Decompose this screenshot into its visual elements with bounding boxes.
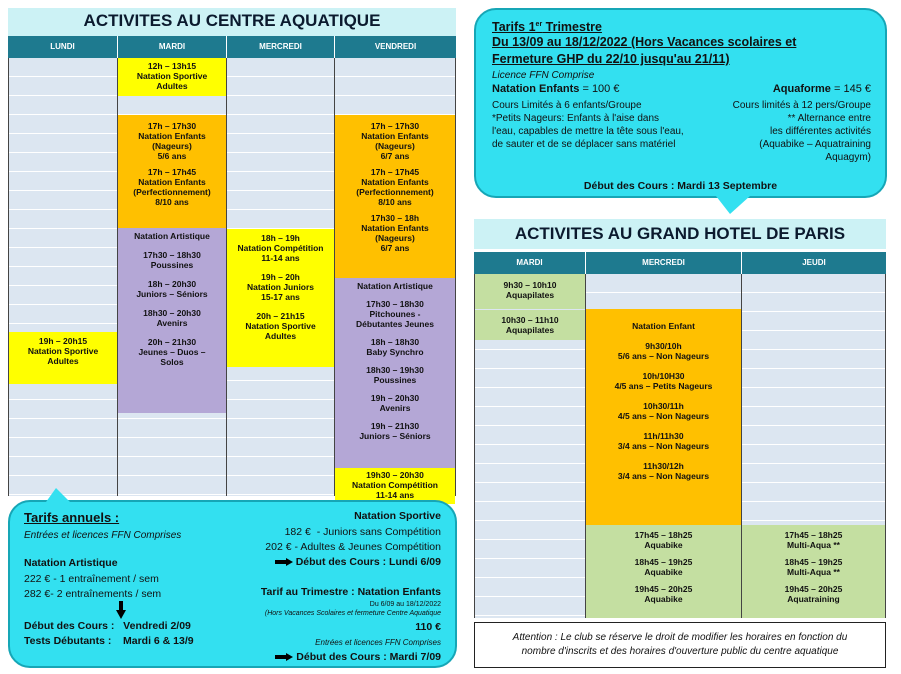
mardi-natation-artistique: Natation Artistique 17h30 – 18h30 Poussines 18h – 20h30 Juniors – Séniors 18h30 – 20h30 Avenirs 20h – 21h30 Jeunes – Duos – Solos <box>118 228 226 413</box>
mardi-natation-sportive: 12h – 13h15 Natation Sportive Adultes <box>118 58 226 96</box>
mardi-natation-enfants: 17h – 17h30 Natation Enfants (Nageurs) 5/6 ans 17h – 17h45 Natation Enfants (Perfectionnement) 8/10 ans <box>118 115 226 228</box>
natation-sportive-title: Natation Sportive <box>354 510 441 522</box>
sportive-price-1: 182 € - Juniors sans Compétition <box>284 526 441 538</box>
tarifs-trimestre-dates: Du 13/09 au 18/12/2022 (Hors Vacances scolaires et <box>492 35 797 49</box>
column-jeudi-ghp <box>742 274 886 618</box>
trimestre-enfants-entrees: Entrées et licences FFN Comprises <box>315 638 441 647</box>
column-mardi <box>118 58 227 496</box>
vendredi-natation-enfants: 17h – 17h30 Natation Enfants (Nageurs) 6/7 ans 17h – 17h45 Natation Enfants (Perfectionnement) 8/10 ans 17h30 – 18h Natation Enfants (Nageurs) 6/7 ans <box>335 115 455 278</box>
grand-hotel-schedule <box>474 252 886 618</box>
tarifs-annuels-subtitle: Entrées et licences FFN Comprises <box>24 530 182 541</box>
day-header-mercredi-ghp: MERCREDI <box>586 252 742 274</box>
licence-note: Licence FFN Comprise <box>492 70 595 81</box>
artistique-price-2: 282 €- 2 entraînements / sem <box>24 588 162 600</box>
mercredi-natation-blocks: 18h – 19h Natation Compétition 11-14 ans 19h – 20h Natation Juniors 15-17 ans 20h – 21h15 Natation Sportive Adultes <box>227 229 334 367</box>
tarifs-trimestre-title: Tarifs 1er Trimestre <box>492 20 602 35</box>
column-mercredi-ghp <box>586 274 742 618</box>
day-header-mercredi: MERCREDI <box>227 36 335 58</box>
trimestre-enfants-title: Tarif au Trimestre : Natation Enfants <box>260 586 441 598</box>
sportive-debut-cours: Début des Cours : Lundi 6/09 <box>275 556 441 569</box>
natation-enfants-details: Cours Limités à 6 enfants/Groupe *Petits Nageurs: Enfants à l'aise dans l'eau, capables de mettre la tête sous l'eau, de sauter et de se déplacer sans matériel <box>492 100 684 150</box>
arrow-right-icon <box>275 653 293 661</box>
trimestre-enfants-debut: Début des Cours : Mardi 7/09 <box>275 651 441 664</box>
jeudi-multi-aqua: 17h45 – 18h25 Multi-Aqua ** 18h45 – 19h25 Multi-Aqua ** 19h45 – 20h25 Aquatraining <box>742 525 885 618</box>
column-vendredi <box>335 58 456 500</box>
column-lundi <box>8 58 118 496</box>
lundi-natation-sportive: 19h – 20h15 Natation Sportive Adultes <box>9 332 117 384</box>
vendredi-natation-competition: 19h30 – 20h30 Natation Compétition 11-14 ans <box>335 468 455 504</box>
trimestre-enfants-price: 110 € <box>415 621 441 633</box>
tarifs-trimestre-dates2: Fermeture GHP du 22/10 jusqu'au 21/11) <box>492 52 730 66</box>
natation-artistique-title: Natation Artistique <box>24 557 118 569</box>
centre-aquatique-schedule <box>8 36 456 500</box>
artistique-tests: Tests Débutants : Mardi 6 & 13/9 <box>24 635 194 647</box>
trimestre-enfants-dates: Du 6/09 au 18/12/2022 <box>369 601 441 608</box>
day-header-jeudi-ghp: JEUDI <box>742 252 886 274</box>
day-header-mardi-ghp: MARDI <box>474 252 586 274</box>
trimestre-enfants-hors: (Hors Vacances Scolaires et fermeture Centre Aquatique <box>264 610 441 617</box>
column-mardi-ghp <box>474 274 586 618</box>
sportive-price-2: 202 € - Adultes & Jeunes Compétition <box>265 541 441 553</box>
artistique-debut-cours: Début des Cours : Vendredi 2/09 <box>24 620 191 632</box>
day-header-mardi: MARDI <box>118 36 227 58</box>
tarifs-annuels-bubble <box>8 500 457 668</box>
mardi-aquapilates-2: 10h30 – 11h10 Aquapilates <box>475 310 585 340</box>
mercredi-aquabike: 17h45 – 18h25 Aquabike 18h45 – 19h25 Aquabike 19h45 – 20h25 Aquabike <box>586 525 741 618</box>
centre-aquatique-title: ACTIVITES AU CENTRE AQUATIQUE <box>8 8 456 36</box>
aquaforme-details: Cours limités à 12 pers/Groupe ** Alternance entre les différentes activités (Aquabike – Aquatraining Aquagym) <box>732 100 871 163</box>
tarifs-annuels-title: Tarifs annuels : <box>24 510 120 525</box>
tarifs-trimestre-bubble <box>474 8 887 198</box>
artistique-price-1: 222 € - 1 entraînement / sem <box>24 573 159 585</box>
mercredi-natation-enfant: Natation Enfant 9h30/10h 5/6 ans – Non Nageurs 10h/10H30 4/5 ans – Petits Nageurs 10h30/11h 4/5 ans – Non Nageurs 11h/11h30 3/4 ans – Non Nageurs 11h30/12h 3/4 ans – Non Nageurs <box>586 309 741 525</box>
aquaforme-price: Aquaforme = 145 € <box>772 83 871 95</box>
arrow-right-icon <box>275 558 293 566</box>
attention-notice: Attention : Le club se réserve le droit de modifier les horaires en fonction du nombre d'inscrits et des horaires d'ouverture public du centre aquatique <box>474 622 886 668</box>
grand-hotel-title: ACTIVITES AU GRAND HOTEL DE PARIS <box>474 219 886 249</box>
column-mercredi <box>227 58 335 496</box>
vendredi-natation-artistique: Natation Artistique 17h30 – 18h30 Pitchounes - Débutantes Jeunes 18h – 18h30 Baby Synchro 18h30 – 19h30 Poussines 19h – 20h30 Avenirs 19h – 21h30 Juniors – Séniors <box>335 278 455 468</box>
natation-enfants-price: Natation Enfants = 100 € <box>492 83 620 95</box>
arrow-down-icon <box>116 601 126 619</box>
mardi-aquapilates-1: 9h30 – 10h10 Aquapilates <box>475 274 585 309</box>
day-header-vendredi: VENDREDI <box>335 36 456 58</box>
day-header-lundi: LUNDI <box>8 36 118 58</box>
trimestre-debut-cours: Début des Cours : Mardi 13 Septembre <box>583 180 778 192</box>
